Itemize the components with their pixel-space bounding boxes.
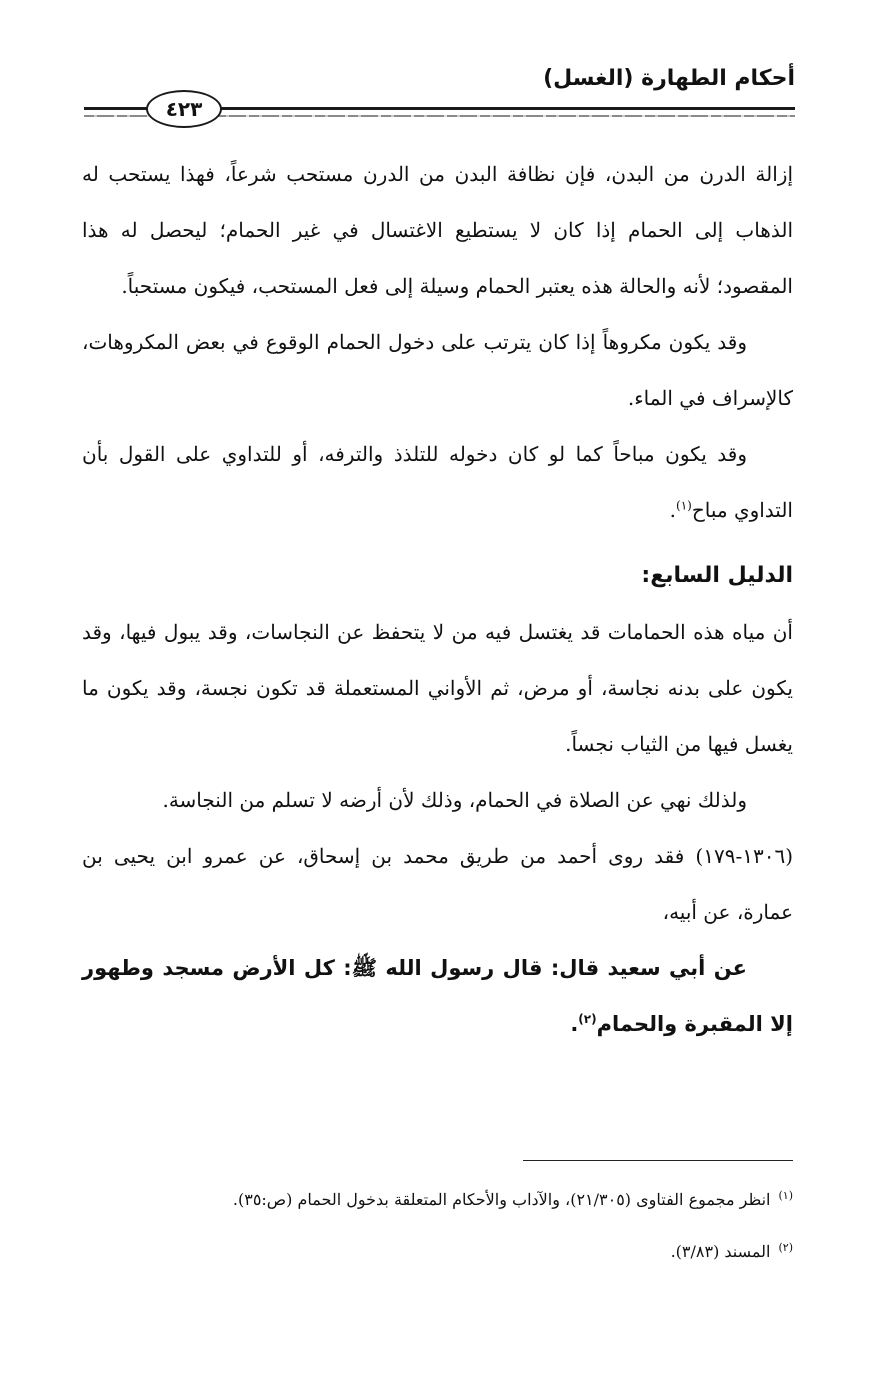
footnote-ref-2: (٢) — [578, 1012, 597, 1026]
page-number: ٤٢٣ — [165, 97, 203, 121]
paragraph-6: (١٣٠٦-١٧٩) فقد روى أحمد من طريق محمد بن إسحاق، عن عمرو ابن يحيى بن عمارة، عن أبيه، — [82, 844, 793, 924]
paragraph-2: وقد يكون مكروهاً إذا كان يترتب على دخول الحمام الوقوع في بعض المكروهات، كالإسراف في الماء. — [82, 330, 793, 410]
footnotes — [82, 1174, 793, 1278]
section-heading: الدليل السابع: — [641, 563, 793, 588]
footnote-divider — [523, 1160, 793, 1161]
paragraph-4: أن مياه هذه الحمامات قد يغتسل فيه من لا يتحفظ عن النجاسات، وقد يبول فيها، وقد يكون على بدنه نجاسة، أو مرض، ثم الأواني المستعملة قد تكون نجسة، وقد يكون ما يغسل فيها من الثياب نجساً. — [82, 620, 793, 756]
hadith-text — [82, 940, 793, 1052]
paragraph-3-text: وقد يكون مباحاً كما لو كان دخوله للتلذذ والترفه، أو للتداوي على القول بأن التداوي مباح — [82, 442, 793, 522]
footnote-2 — [82, 1226, 793, 1278]
footnote-2-text: المسند (٣/٨٣). — [670, 1242, 771, 1261]
footnote-1 — [82, 1174, 793, 1226]
paragraph-1: إزالة الدرن من البدن، فإن نظافة البدن من الدرن مستحب شرعاً، فهذا يستحب له الذهاب إلى الحمام إذا كان لا يستطيع الاغتسال في غير الحمام؛ ليحصل له هذا المقصود؛ لأنه والحالة هذه يعتبر الحمام وسيلة إلى فعل المستحب، فيكون مستحباً. — [82, 162, 793, 298]
running-title: أحكام الطهارة (الغسل) — [543, 66, 795, 91]
footnote-2-number: (٢) — [778, 1240, 793, 1254]
footnote-1-number: (١) — [778, 1188, 793, 1202]
footnote-1-text: انظر مجموع الفتاوى (٢١/٣٠٥)، والآداب والأحكام المتعلقة بدخول الحمام (ص:٣٥). — [232, 1190, 771, 1209]
body-text — [82, 146, 793, 1052]
paragraph-3 — [82, 426, 793, 538]
paragraph-3-end: . — [669, 498, 676, 522]
hadith-end: . — [570, 1012, 579, 1036]
page-number-badge — [146, 90, 222, 128]
paragraph-5: ولذلك نهي عن الصلاة في الحمام، وذلك لأن أرضه لا تسلم من النجاسة. — [162, 788, 747, 812]
footnote-ref-1: (١) — [676, 498, 692, 513]
hadith-body: عن أبي سعيد قال: قال رسول الله ﷺ: كل الأرض مسجد وطهور إلا المقبرة والحمام — [82, 956, 793, 1036]
